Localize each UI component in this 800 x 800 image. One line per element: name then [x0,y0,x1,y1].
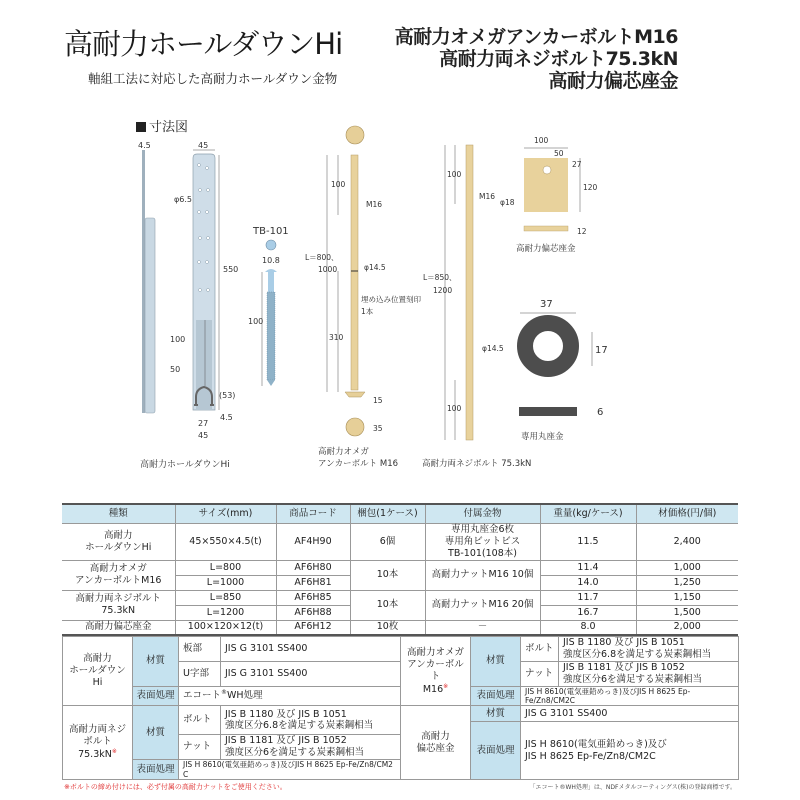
dim-label: 100 [447,170,462,179]
accessory-line: 専用角ビットビス [444,535,521,547]
surface-label: 表面処理 [133,686,179,706]
name-line: 高耐力両ネジ [68,724,126,736]
dim-label: 50 [554,149,564,158]
screw-drawing [248,226,289,386]
price-cell: 2,400 [636,524,738,561]
eccentric-washer-caption: 高耐力偏芯座金 [516,244,576,254]
product-name-cell [401,637,471,706]
value-line: JIS B 1180 及び JIS B 1051 [225,708,347,720]
surface-label: 表面処理 [133,760,179,780]
type-cell [62,560,175,590]
round-washer-drawing [519,299,608,442]
size-cell: L=1200 [175,605,276,620]
accessory-line: TB-101(108本) [448,547,517,559]
price-cell: 2,000 [636,620,738,635]
dim-label: 35 [373,424,383,433]
value-text: エコート [183,690,222,702]
page-subtitle: 軸組工法に対応した高耐力ホールダウン金物 [88,71,338,86]
dim-label: M16 [366,200,383,209]
note-mark: ※ [111,747,117,755]
column-header: 種類 [62,504,175,524]
dim-label: φ14.5 [482,344,504,353]
dim-label: M16 [479,192,496,201]
part-label: ボルト [179,706,221,735]
column-header: 重量(kg/ケース) [540,504,636,524]
type-cell: 高耐力偏芯座金 [62,620,175,635]
material-value: JIS G 3101 SS400 [521,706,739,722]
page-title: 高耐力ホールダウンHi [64,27,343,61]
type-line: ホールダウンHi [85,541,152,553]
type-line: 高耐力 [103,529,133,541]
dim-label: 埋め込み位置刻印 [361,295,421,304]
column-header: 商品コード [276,504,350,524]
name-line: アンカーボルト [407,658,464,682]
material-value [559,637,739,662]
accessory-line: 専用丸座金6枚 [450,524,515,535]
dim-label: 45 [198,431,209,440]
weight-cell: 16.7 [540,605,636,620]
value-text: WH処理 [227,690,263,702]
accessory-cell [425,524,540,561]
dim-label: 4.5 [138,141,151,150]
type-line: 75.3kN [101,605,136,617]
material-label: 材質 [133,706,179,760]
product-title-anchor-bolt: 高耐力オメガアンカーボルトM16 [394,26,678,48]
footnote: ※ボルトの締め付けには、必ず付属の高耐力ナットをご使用ください。 [64,782,287,791]
dim-label: 100 [534,136,549,145]
dim-label: 310 [329,333,344,342]
value-line: JIS B 1181 及び JIS B 1052 [225,735,347,747]
dim-label: 1本 [361,307,374,316]
table-header-row [62,504,738,524]
dim-label: 100 [331,180,346,189]
dim-label: 100 [248,317,264,326]
material-value [559,661,739,686]
part-label: ボルト [521,637,559,662]
value-line: 強度区分6.8を満足する炭素鋼相当 [563,649,712,660]
anchor-bolt-caption: アンカーボルト M16 [318,459,399,469]
weight-cell: 8.0 [540,620,636,635]
material-value: JIS G 3101 SS400 [221,637,401,662]
dim-label: 27 [198,419,209,428]
column-header: 付属金物 [425,504,540,524]
code-cell: AF6H81 [276,575,350,590]
double-bolt-caption: 高耐力両ネジボルト 75.3kN [422,459,532,469]
weight-cell: 14.0 [540,575,636,590]
size-cell: 45×550×4.5(t) [175,524,276,561]
name-line: 高耐力 [83,653,112,665]
holdown-u-part [196,320,212,410]
pack-cell: 10枚 [350,620,425,635]
surface-value [179,686,401,706]
table-row [62,590,738,605]
screw-head-top [266,240,276,250]
dim-label: 1000 [318,265,338,274]
value-line: 強度区分6を満足する炭素鋼相当 [563,673,703,685]
screw-name: TB-101 [253,226,289,237]
table-row [62,524,738,561]
column-header: 梱包(1ケース) [350,504,425,524]
dim-label: 15 [373,396,383,405]
dim-label: φ18 [500,198,515,207]
price-cell: 1,250 [636,575,738,590]
weight-cell: 11.5 [540,524,636,561]
name-line: 高耐力オメガ [407,646,464,658]
registered-mark: ® [221,689,228,697]
name-line: ボルト75.3kN [78,736,112,761]
surface-value [521,722,739,780]
surface-value: JIS H 8610(電気亜鉛めっき)及びJIS H 8625 Ep-Fe/Zn8/CM2 C [179,760,401,780]
dim-label: 17 [595,345,608,356]
product-name-cell [401,706,471,780]
column-header: 材価格(円/個) [636,504,738,524]
type-cell [62,590,175,620]
pack-cell: 10本 [350,560,425,590]
table-row [62,620,738,635]
size-cell: L=850 [175,590,276,605]
name-line: M16 [422,683,444,695]
trademark-note: 「エコート®WH処理」は、NDFメタルコーティングス(株)の登録商標です。 [529,783,736,791]
round-washer-face [525,323,571,369]
size-cell: 100×120×12(t) [175,620,276,635]
product-title-washer: 高耐力偏芯座金 [548,70,678,92]
table-row [63,637,739,662]
code-cell: AF6H85 [276,590,350,605]
accessory-cell: 高耐力ナットM16 20個 [425,590,540,620]
code-cell: AF6H80 [276,560,350,575]
anchor-bolt-drawing [305,126,421,469]
product-title-double-bolt: 高耐力両ネジボルト75.3kN [439,48,678,70]
surface-label: 表面処理 [471,686,521,706]
screw-thread [267,292,275,380]
price-cell: 1,150 [636,590,738,605]
weight-cell: 11.4 [540,560,636,575]
dim-label: 50 [170,365,181,374]
dim-label: 1200 [433,286,453,295]
dim-label: 6 [597,407,604,418]
accessory-cell: 高耐力ナットM16 10個 [425,560,540,590]
product-name-cell [63,706,133,780]
product-name-cell [63,637,133,706]
dim-label: 10.8 [262,256,280,265]
type-line: アンカーボルトM16 [75,575,162,587]
double-bolt-drawing [422,145,531,469]
surface-label: 表面処理 [471,722,521,780]
spec-table [62,503,738,636]
holdown-drawing [138,141,238,470]
name-line: ホールダウンHi [69,665,126,689]
price-cell: 1,000 [636,560,738,575]
material-table [62,636,739,780]
dim-label: φ14.5 [364,263,386,272]
holdown-side-plate [145,218,155,413]
material-label: 材質 [471,706,521,722]
dim-label: 550 [223,265,239,274]
table-row [62,560,738,575]
type-line: 高耐力オメガ [89,563,147,575]
dim-label: 120 [583,183,598,192]
eccentric-washer-drawing [500,136,598,254]
note-mark: ※ [443,682,449,690]
size-cell: L=1000 [175,575,276,590]
material-value [221,706,401,735]
dim-label: 100 [170,335,186,344]
accessory-cell: － [425,620,540,635]
part-label: 板部 [179,637,221,662]
material-label: 材質 [471,637,521,687]
dim-label: L＝800、 [305,253,339,262]
column-header: サイズ(mm) [175,504,276,524]
double-bolt-rod [466,145,473,440]
dim-label: 27 [572,160,582,169]
table-row [63,706,739,722]
dim-label: (53) [219,391,236,400]
name-line: 偏芯座金 [416,742,455,754]
part-label: ナット [179,735,221,760]
type-line: 高耐力両ネジボルト [75,593,161,605]
value-line: 強度区分6.8を満足する炭素鋼相当 [225,720,374,732]
value-line: JIS B 1181 及び JIS B 1052 [563,661,685,673]
value-line: 強度区分6を満足する炭素鋼相当 [225,747,365,759]
pack-cell: 10本 [350,590,425,620]
dim-label: 45 [198,141,209,150]
material-value [221,735,401,760]
holdown-side-strip [142,150,145,413]
dim-label: 37 [540,299,553,310]
dim-label: 4.5 [220,413,233,422]
price-cell: 1,500 [636,605,738,620]
size-cell: L=800 [175,560,276,575]
notes-row [62,782,738,792]
anchor-bolt-rod [351,155,358,390]
pack-cell: 6個 [350,524,425,561]
round-washer-caption: 専用丸座金 [521,432,564,442]
value-line: JIS B 1180 及び JIS B 1051 [563,637,685,649]
code-cell: AF6H12 [276,620,350,635]
surface-value: JIS H 8610(電気亜鉛めっき)及びJIS H 8625 Ep-Fe/Zn8/CM2C [521,686,739,706]
code-cell: AF6H88 [276,605,350,620]
name-line: 高耐力 [421,730,450,742]
part-label: ナット [521,661,559,686]
dim-label: φ6.5 [174,195,192,204]
dim-label: 100 [447,404,462,413]
dim-label: L＝850、 [423,273,457,282]
section-heading-label: 寸法図 [149,120,189,135]
holdown-caption: 高耐力ホールダウンHi [140,460,230,470]
code-cell: AF4H90 [276,524,350,561]
value-line: JIS H 8610(電気亜鉛めっき)及び [525,738,667,750]
part-label: U字部 [179,661,221,686]
material-value: JIS G 3101 SS400 [221,661,401,686]
tables-section [62,503,738,792]
type-cell [62,524,175,561]
material-label: 材質 [133,637,179,687]
value-line: JIS H 8625 Ep-Fe/Zn8/CM2C [525,750,656,762]
dim-label: 12 [577,227,587,236]
anchor-bolt-caption: 高耐力オメガ [318,447,369,457]
weight-cell: 11.7 [540,590,636,605]
